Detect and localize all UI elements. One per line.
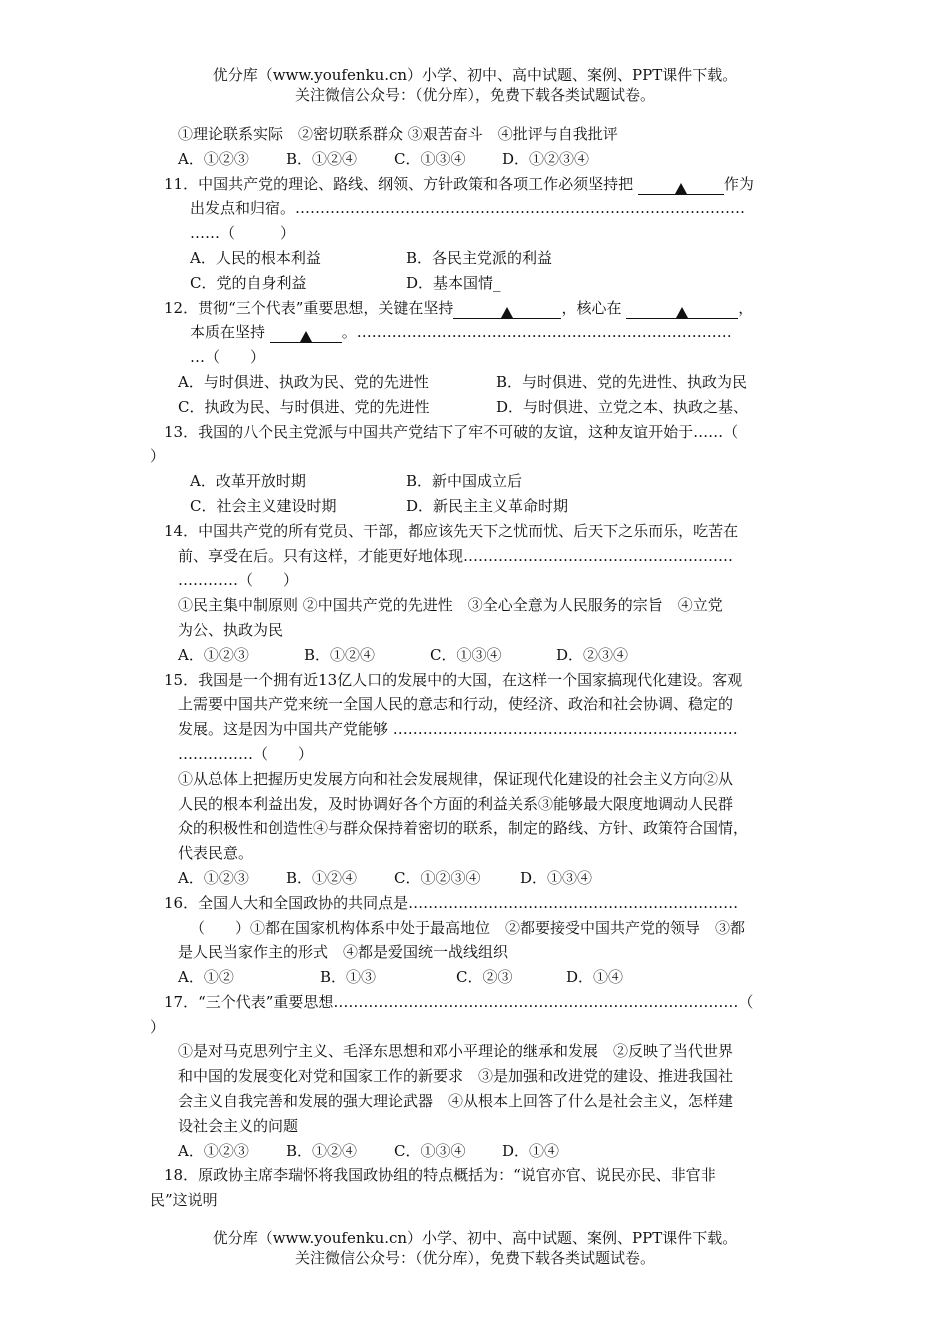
q11-option-d: D．基本国情_	[406, 273, 501, 292]
q14-option-b: B．①②④	[304, 645, 376, 664]
q17-close: ）	[150, 1017, 166, 1036]
question-content	[150, 122, 820, 1213]
q16-stem-line-3: 是人民当家作主的形式 ④都是爱国统一战线组织	[178, 943, 509, 962]
q10-options	[150, 147, 820, 172]
q12-blank-3	[270, 324, 342, 343]
q14-option-d: D．②③④	[556, 645, 629, 664]
q13-option-a: A．改革开放时期	[190, 472, 306, 491]
q11-stem-post: 作为	[723, 174, 754, 193]
q17-option-c: C．①③④	[394, 1141, 466, 1160]
q15-option-b: B．①②④	[286, 868, 358, 887]
q13-options-row-1	[150, 469, 820, 494]
q12-line-2-text: 本质在坚持	[190, 323, 270, 342]
q11-answer-blank	[638, 176, 724, 195]
q14-option-c: C．①③④	[430, 645, 502, 664]
triangle-icon	[501, 307, 513, 318]
q16-stem-line-2: （ ）①都在国家机构体系中处于最高地位 ②都要接受中国共产党的领导 ③都	[190, 918, 746, 937]
q10-option-c: C．①③④	[394, 149, 466, 168]
q10-option-b: B．①②④	[286, 149, 358, 168]
q15-items-line-4: 代表民意。	[178, 844, 254, 863]
q13-close: ）	[150, 447, 166, 466]
q12-line-2	[150, 320, 820, 345]
q15-options	[150, 866, 820, 891]
q11-options-row-1	[150, 246, 820, 271]
q12-option-a: A．与时俱进、执政为民、党的先进性	[178, 372, 429, 391]
q13-options-row-2	[150, 494, 820, 519]
q15-option-a: A．①②③	[178, 868, 249, 887]
q15-items-line-1: ①从总体上把握历史发展方向和社会发展规律，保证现代化建设的社会主义方向②从	[178, 769, 734, 788]
q14-items-line-2: 为公、执政为民	[178, 620, 284, 639]
q11-option-a: A．人民的根本利益	[190, 248, 321, 267]
q15-stem-line-1: 15．我国是一个拥有近13亿人口的发展中的大国，在这样一个国家搞现代化建设。客观	[164, 670, 743, 689]
q13-option-c: C．社会主义建设时期	[190, 496, 337, 515]
triangle-icon	[676, 307, 688, 318]
q17-option-d: D．①④	[502, 1141, 560, 1160]
q12-line-2-dots: 。…………………………………………………………………	[341, 323, 732, 342]
header-line-1: 优分库（www.youfenku.cn）小学、初中、高中试题、案例、PPT课件下载。	[212, 66, 738, 84]
q11-option-c: C．党的自身利益	[190, 273, 307, 292]
triangle-icon	[300, 331, 312, 342]
q17-items-line-4: 设社会主义的问题	[178, 1116, 299, 1135]
q17-options	[150, 1139, 820, 1164]
footer-line-2: 关注微信公众号：（优分库），免费下载各类试题试卷。	[294, 1249, 655, 1267]
q14-stem-line-3: …………（ ）	[178, 571, 299, 590]
q16-option-d: D．①④	[566, 968, 624, 987]
page-footer	[0, 1228, 950, 1268]
q18-stem-line-1: 18．原政协主席李瑞怀将我国政协组的特点概括为：“说官亦官、说民亦民、非官非	[164, 1166, 716, 1185]
q15-stem-line-2: 上需要中国共产党来统一全国人民的意志和行动，使经济、政治和社会协调、稳定的	[178, 695, 734, 714]
q11-stem-text: 11．中国共产党的理论、路线、纲领、方针政策和各项工作必须坚持把	[164, 174, 638, 193]
q11-line-3: ……（ ）	[190, 224, 296, 243]
triangle-icon	[675, 183, 687, 194]
q12-stem	[150, 296, 820, 321]
q10-option-d: D．①②③④	[502, 149, 590, 168]
header-line-2: 关注微信公众号：（优分库），免费下载各类试题试卷。	[294, 86, 655, 104]
q17-items-line-3: 会主义自我完善和发展的强大理论武器 ④从根本上回答了什么是社会主义，怎样建	[178, 1092, 734, 1111]
q12-blank-1	[453, 300, 561, 319]
q12-options-row-2	[150, 395, 820, 420]
q12-option-b: B．与时俱进、党的先进性、执政为民	[496, 372, 748, 391]
q17-option-a: A．①②③	[178, 1141, 249, 1160]
q16-option-b: B．①③	[320, 968, 377, 987]
q13-option-d: D．新民主主义革命时期	[406, 496, 569, 515]
page-header	[0, 65, 950, 105]
q11-options-row-2	[150, 271, 820, 296]
q13-option-b: B．新中国成立后	[406, 472, 523, 491]
q11-stem	[150, 172, 820, 197]
q15-items-line-3: 众的积极性和创造性④与群众保持着密切的联系，制定的路线、方针、政策符合国情，	[178, 819, 749, 838]
q16-option-c: C．②③	[456, 968, 513, 987]
q17-items-line-1: ①是对马克思列宁主义、毛泽东思想和邓小平理论的继承和发展 ②反映了当代世界	[178, 1042, 734, 1061]
q12-stem-part-1: 12．贯彻“三个代表”重要思想，关键在坚持	[164, 298, 454, 317]
q16-option-a: A．①②	[178, 968, 234, 987]
q17-items-line-2: 和中国的发展变化对党和国家工作的新要求 ③是加强和改进党的建设、推进我国社	[178, 1067, 734, 1086]
q18-stem-line-2: 民”这说明	[150, 1191, 218, 1210]
q15-stem-line-4: ……………（ ）	[178, 744, 314, 763]
q17-option-b: B．①②④	[286, 1141, 358, 1160]
q14-items-line-1: ①民主集中制原则 ②中国共产党的先进性 ③全心全意为人民服务的宗旨 ④立党	[178, 596, 723, 615]
q11-option-b: B．各民主党派的利益	[406, 248, 553, 267]
q11-line-2: 出发点和归宿。………………………………………………………………………………	[190, 199, 746, 218]
q17-stem: 17．“三个代表”重要思想………………………………………………………………………（	[164, 992, 754, 1011]
q16-stem-line-1: 16．全国人大和全国政协的共同点是…………………………………………………………	[164, 893, 739, 912]
q10-items: ①理论联系实际 ②密切联系群众 ③艰苦奋斗 ④批评与自我批评	[178, 125, 618, 143]
q14-stem-line-1: 14．中国共产党的所有党员、干部，都应该先天下之忧而忧、后天下之乐而乐，吃苦在	[164, 521, 739, 540]
footer-line-1: 优分库（www.youfenku.cn）小学、初中、高中试题、案例、PPT课件下载。	[212, 1229, 738, 1247]
q12-stem-part-2: ，核心在	[561, 298, 627, 317]
q12-options-row-1	[150, 370, 820, 395]
q13-stem: 13．我国的八个民主党派与中国共产党结下了牢不可破的友谊，这种友谊开始于……（	[164, 422, 739, 441]
q12-line-3: …（ ）	[190, 348, 266, 367]
q10-option-a: A．①②③	[178, 149, 249, 168]
q12-option-c: C．执政为民、与时俱进、党的先进性	[178, 397, 430, 416]
q14-option-a: A．①②③	[178, 645, 249, 664]
q15-option-d: D．①③④	[520, 868, 593, 887]
q12-stem-part-3: ，	[738, 298, 754, 317]
q12-option-d: D．与时俱进、立党之本、执政之基、	[496, 397, 749, 416]
q14-stem-line-2: 前、享受在后。只有这样，才能更好地体现………………………………………………	[178, 546, 734, 565]
q15-option-c: C．①②③④	[394, 868, 481, 887]
q14-options	[150, 643, 820, 668]
q16-options	[150, 965, 820, 990]
q15-items-line-2: 人民的根本利益出发，及时协调好各个方面的利益关系③能够最大限度地调动人民群	[178, 794, 734, 813]
q12-blank-2	[626, 300, 738, 319]
q15-stem-line-3: 发展。这是因为中国共产党能够 ……………………………………………………………	[178, 720, 738, 739]
